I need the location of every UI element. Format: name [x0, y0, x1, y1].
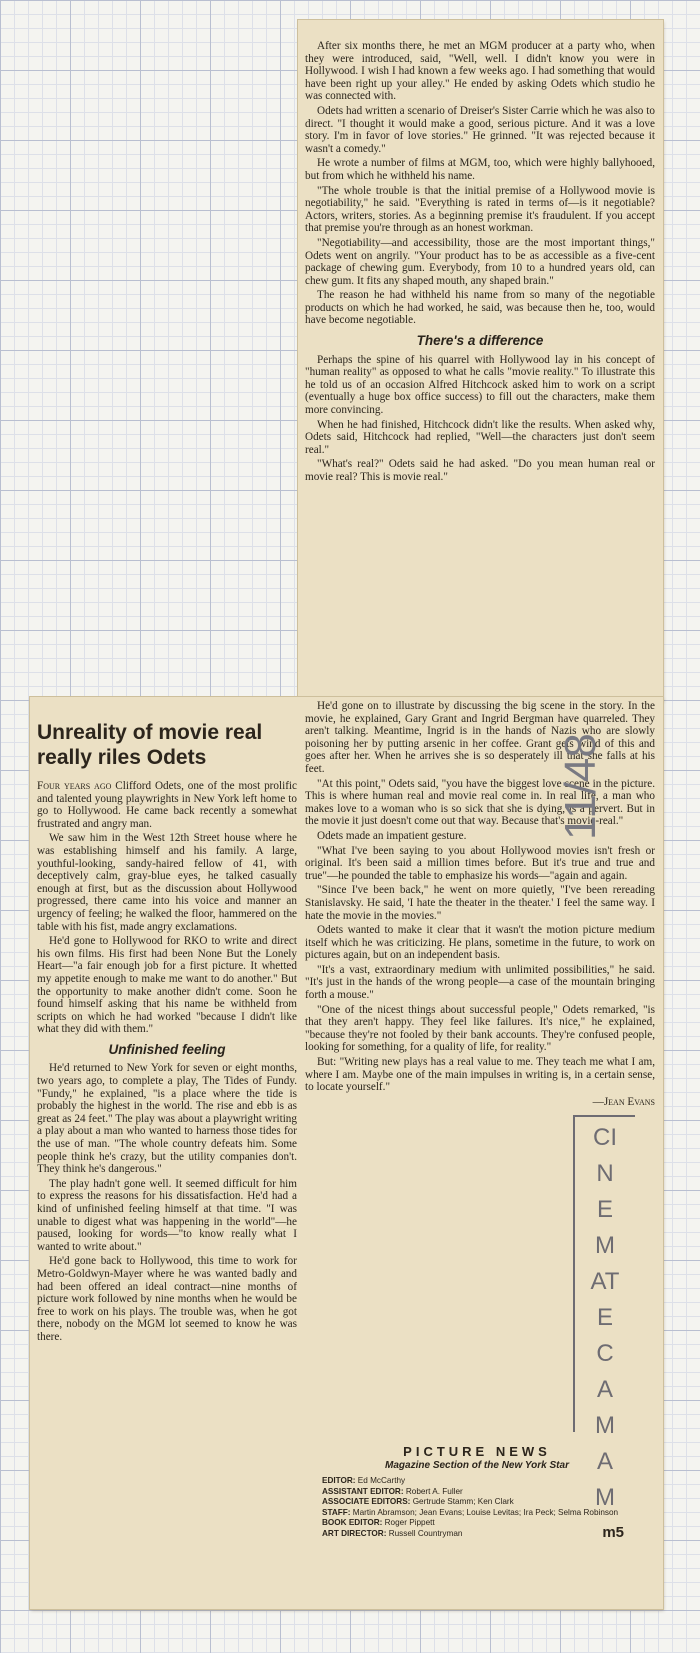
- masthead-title: PICTURE NEWS: [403, 1444, 551, 1459]
- archive-stamp: CINEMATECA MAM: [590, 1124, 620, 1511]
- paragraph: He'd returned to New York for seven or eight months, two years ago, to complete a play, The Tides of Fundy. "Fundy," he explained, "is a place where the tide is probably the highest in the world. The rise and ebb is as great as 24 feet." The play was about a playwright writing a play about a man who wanted to harness those tides for the use of man. "The whole country defeats him. Some people think he's crazy, but the utility companies don't. They think he's dangerous.": [37, 1062, 297, 1176]
- paragraph: The reason he had withheld his name from so many of the negotiable products on which he had worked, he said, was because then he, too, would have become negotiable.: [305, 289, 655, 327]
- paragraph: After six months there, he met an MGM producer at a party who, when they were introduced, said, "Well, well. I didn't know you were in Hollywood. I wish I had known a few weeks ago. I had something that would have been right up your alley." He ended by asking Odets which studio he was connected with.: [305, 40, 655, 103]
- masthead: [322, 1444, 632, 1539]
- paragraph: "Negotiability—and accessibility, those are the most important things," Odets went on angrily. "Your product has to be as accessible as a five-cent package of chewing gum. Everybody, from 10 to a hundred years old, can chew gum. It fits any shaped mouth, any shaped brain.": [305, 236, 655, 287]
- masthead-art: ART DIRECTOR: Russell Countryman: [322, 1528, 463, 1538]
- masthead-assistant: ASSISTANT EDITOR: Robert A. Fuller: [322, 1486, 463, 1496]
- masthead-associate: ASSOCIATE EDITORS: Gertrude Stamm; Ken Clark: [322, 1497, 514, 1506]
- paragraph: "What's real?" Odets said he had asked. "Do you mean human real or movie real? This is movie real.": [305, 458, 655, 483]
- lead-rest: Clifford Odets, one of the most prolific and talented young playwrights in New York left home to go to Hollywood. He came back recently a somewhat frustrated and angry man.: [37, 780, 297, 830]
- article-column-right-top: [305, 40, 655, 486]
- paragraph: Odets made an impatient gesture.: [317, 829, 467, 842]
- paragraph: But: "Writing new plays has a real value to me. They teach me what I am, where I am. Maybe one of the main impulses in writing is, in a certain sense, to locate yourself.": [305, 1056, 655, 1094]
- paragraph: The play hadn't gone well. It seemed difficult for him to express the reasons for his dissatisfaction. He'd had a kind of unfinished feeling himself at that time. "I was unable to digest what was happening in the world"—he paused, looking for words—"to know really what I wanted to write about.": [37, 1177, 297, 1253]
- paragraph: "The whole trouble is that the initial premise of a Hollywood movie is negotiability," he said. "Everything is rated in terms of—is it negotiable? Actors, writers, stories. As a beginning premise it's fraudulent. If you accept that premise you're through as an honest workman.: [305, 184, 655, 235]
- masthead-book: BOOK EDITOR: Roger Pippett: [322, 1518, 435, 1527]
- paragraph: "What I've been saying to you about Hollywood movies isn't fresh or original. It's been said a million times before. But it's true and true and true"—he pounded the table to emphasize his words—"again and again.: [305, 844, 655, 882]
- paragraph: He'd gone on to illustrate by discussing the big scene in the story. In the movie, he explained, Gary Grant and Ingrid Bergman have quarreled. They aren't talking. Meantime, Ingrid is in the hands of Nazis who are slowly poisoning her by putting arsenic in her coffee. Grant gets wind of this and goes after her. When he arrives she is so desperately ill that she falls at his feet.: [305, 700, 655, 775]
- paragraph: Odets wanted to make it clear that it wasn't the motion picture medium itself which he was criticizing. He plans, sometime in the future, to work on pictures again, but on an independent basis.: [305, 924, 655, 962]
- paragraph: Odets had written a scenario of Dreiser's Sister Carrie which he was also to direct. "I thought it would make a good, serious picture. And it was a love story. I'm in favor of love stories." He grinned. "It was rejected because it wasn't a comedy.": [305, 104, 655, 155]
- paragraph: He'd gone to Hollywood for RKO to write and direct his own films. His first had been None But the Lonely Heart—"a fair enough job for a first picture. It whetted my appetite enough to make me want to do another." But the opportunity to make another didn't come. Soon he found himself asking that his name be withheld from scripts on which he had worked "because I didn't like what they did with them.": [37, 935, 297, 1036]
- article-column-left: [37, 718, 297, 1346]
- subhead-unfinished: Unfinished feeling: [108, 1041, 226, 1057]
- masthead-editor: EDITOR: Ed McCarthy: [322, 1476, 406, 1485]
- headline: Unreality of movie real really riles Odets: [37, 721, 263, 769]
- paragraph: He'd gone back to Hollywood, this time to work for Metro-Goldwyn-Mayer where he was wanted badly and had been offered an ideal contract—nine months of picture work followed by nine months when he would be free to work on his plays. The trouble was, when he got there, nobody on the MGM lot seemed to know he was there.: [37, 1255, 297, 1343]
- paragraph: "Since I've been back," he went on more quietly, "I've been rereading Stanislavsky. He said, 'I hate the theater in the theater.' I feel the same way. I hate the movie in the movies.": [305, 884, 655, 922]
- paragraph: When he had finished, Hitchcock didn't like the results. When asked why, Odets said, Hitchcock had replied, "Well—the characters just don't seem real.": [305, 418, 655, 456]
- paragraph: He wrote a number of films at MGM, too, which were highly ballyhooed, but from which he withheld his name.: [305, 157, 655, 182]
- lead-caps: Four years ago: [37, 780, 112, 792]
- paragraph: "One of the nicest things about successful people," Odets remarked, "is that they aren't happy. They feel like failures. It's nice," he explained, "because they're not fooled by their bank accounts. They're confused people, looking for something, for a quality of life, for reality.": [305, 1003, 655, 1054]
- byline: —Jean Evans: [592, 1095, 655, 1108]
- handwritten-date: 11/48: [556, 733, 605, 840]
- paragraph: "At this point," Odets said, "you have the biggest love scene in the picture. This is where human real and movie real come in. In real life, a man who makes love to a woman who is so sick that she is dying, is a pervert. But in the movie it just doesn't come out that way. Because that's movie-real.": [305, 777, 655, 828]
- paragraph: Perhaps the spine of his quarrel with Hollywood lay in his concept of "human reality" as opposed to what he calls "movie reality." To illustrate this he told us of an occasion Alfred Hitchcock asked him to work on a script (eventually a huge box office success) to fill out the characters, make them more convincing.: [305, 353, 655, 417]
- subhead-difference: There's a difference: [416, 333, 544, 349]
- masthead-staff: STAFF: Martin Abramson; Jean Evans; Louise Levitas; Ira Peck; Selma Robinson: [322, 1507, 619, 1517]
- paragraph: "It's a vast, extraordinary medium with unlimited possibilities," he said. "It's just in the hands of the wrong people—a case of the mountain bringing forth a mouse.": [305, 963, 655, 1002]
- lead-paragraph: [37, 780, 297, 830]
- page-number: m5: [602, 1524, 624, 1541]
- paragraph: We saw him in the West 12th Street house where he was establishing himself and his family. A large, youthful-looking, sandy-haired fellow of 41, with deceptively calm, gray-blue eyes, he talked casually enough at first, but as the discussion about Hollywood progressed, there came into his voice and manner an urgency of feeling; he walked the floor, hammered on the table with his fist, made angry exclamations.: [37, 832, 297, 933]
- masthead-subtitle: Magazine Section of the New York Star: [385, 1460, 569, 1471]
